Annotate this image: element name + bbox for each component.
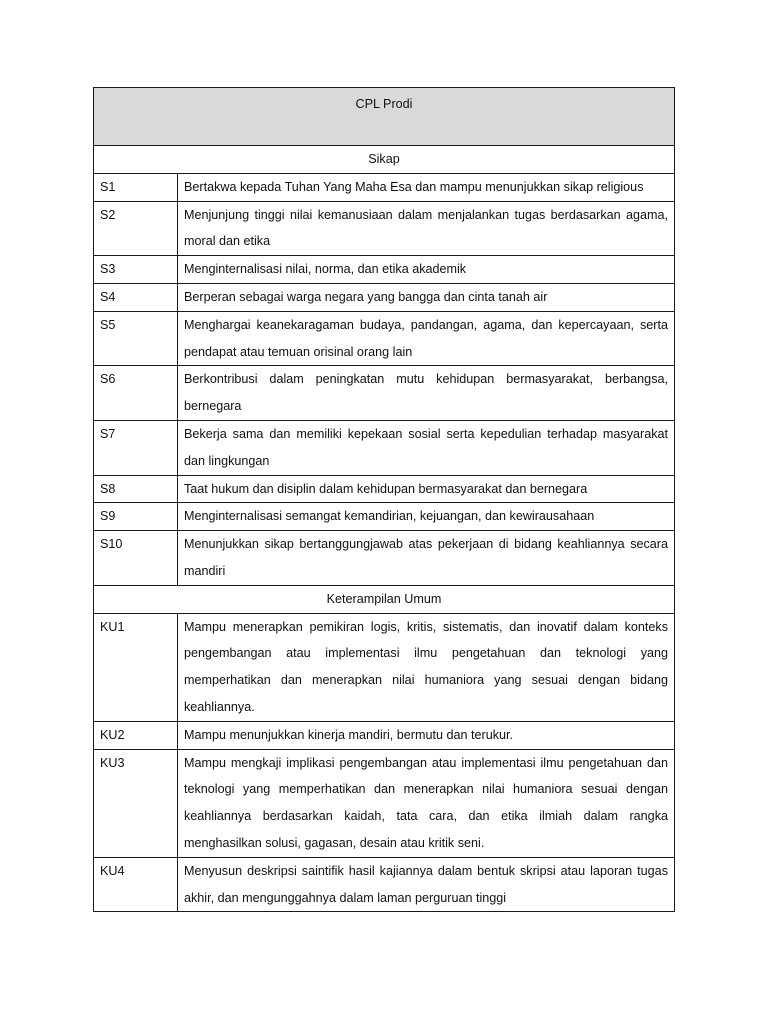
outcome-description: Menunjukkan sikap bertanggungjawab atas pekerjaan di bidang keahliannya secara mandiri bbox=[178, 531, 675, 586]
section-heading: Keterampilan Umum bbox=[94, 585, 675, 613]
outcome-code: KU1 bbox=[94, 613, 178, 721]
outcome-description: Berkontribusi dalam peningkatan mutu kehidupan bermasyarakat, berbangsa, bernegara bbox=[178, 366, 675, 421]
outcome-code: S3 bbox=[94, 256, 178, 284]
outcome-code: S4 bbox=[94, 283, 178, 311]
outcome-code: S2 bbox=[94, 201, 178, 256]
table-row bbox=[94, 531, 675, 586]
table-row bbox=[94, 366, 675, 421]
outcome-code: KU2 bbox=[94, 721, 178, 749]
table-row bbox=[94, 201, 675, 256]
table-row bbox=[94, 420, 675, 475]
table-row bbox=[94, 283, 675, 311]
table-row bbox=[94, 475, 675, 503]
table-row bbox=[94, 311, 675, 366]
outcome-description: Mampu menunjukkan kinerja mandiri, bermutu dan terukur. bbox=[178, 721, 675, 749]
table-row bbox=[94, 857, 675, 912]
table-row bbox=[94, 503, 675, 531]
table-title-row bbox=[94, 88, 675, 146]
outcome-description: Menghargai keanekaragaman budaya, pandangan, agama, dan kepercayaan, serta pendapat atau temuan orisinal orang lain bbox=[178, 311, 675, 366]
outcome-description: Mampu menerapkan pemikiran logis, kritis, sistematis, dan inovatif dalam konteks pengembangan atau implementasi ilmu pengetahuan dan teknologi yang memperhatikan dan menerapkan nilai humaniora yang sesuai dengan bidang keahliannya. bbox=[178, 613, 675, 721]
outcome-code: S6 bbox=[94, 366, 178, 421]
outcome-code: S7 bbox=[94, 420, 178, 475]
outcome-description: Menginternalisasi semangat kemandirian, kejuangan, dan kewirausahaan bbox=[178, 503, 675, 531]
outcome-code: S10 bbox=[94, 531, 178, 586]
outcome-description: Mampu mengkaji implikasi pengembangan atau implementasi ilmu pengetahuan dan teknologi yang memperhatikan dan menerapkan nilai humaniora sesuai dengan keahliannya berdasarkan kaidah, tata cara, dan etika ilmiah dalam rangka menghasilkan solusi, gagasan, desain atau kritik seni. bbox=[178, 749, 675, 857]
outcome-description: Menyusun deskripsi saintifik hasil kajiannya dalam bentuk skripsi atau laporan tugas akhir, dan mengunggahnya dalam laman perguruan tinggi bbox=[178, 857, 675, 912]
table-row bbox=[94, 173, 675, 201]
outcome-description: Menjunjung tinggi nilai kemanusiaan dalam menjalankan tugas berdasarkan agama, moral dan etika bbox=[178, 201, 675, 256]
outcome-description: Taat hukum dan disiplin dalam kehidupan bermasyarakat dan bernegara bbox=[178, 475, 675, 503]
outcome-code: KU3 bbox=[94, 749, 178, 857]
outcome-description: Bekerja sama dan memiliki kepekaan sosial serta kepedulian terhadap masyarakat dan lingkungan bbox=[178, 420, 675, 475]
outcome-code: S1 bbox=[94, 173, 178, 201]
section-heading: Sikap bbox=[94, 146, 675, 174]
table-row bbox=[94, 256, 675, 284]
table-row bbox=[94, 721, 675, 749]
table-row bbox=[94, 613, 675, 721]
table-row bbox=[94, 749, 675, 857]
outcome-description: Bertakwa kepada Tuhan Yang Maha Esa dan mampu menunjukkan sikap religious bbox=[178, 173, 675, 201]
table-title: CPL Prodi bbox=[94, 88, 675, 146]
outcome-code: S5 bbox=[94, 311, 178, 366]
outcome-code: S9 bbox=[94, 503, 178, 531]
outcome-code: S8 bbox=[94, 475, 178, 503]
outcome-description: Berperan sebagai warga negara yang bangga dan cinta tanah air bbox=[178, 283, 675, 311]
section-heading-row bbox=[94, 585, 675, 613]
section-heading-row bbox=[94, 146, 675, 174]
outcome-code: KU4 bbox=[94, 857, 178, 912]
cpl-table bbox=[93, 87, 675, 912]
outcome-description: Menginternalisasi nilai, norma, dan etika akademik bbox=[178, 256, 675, 284]
